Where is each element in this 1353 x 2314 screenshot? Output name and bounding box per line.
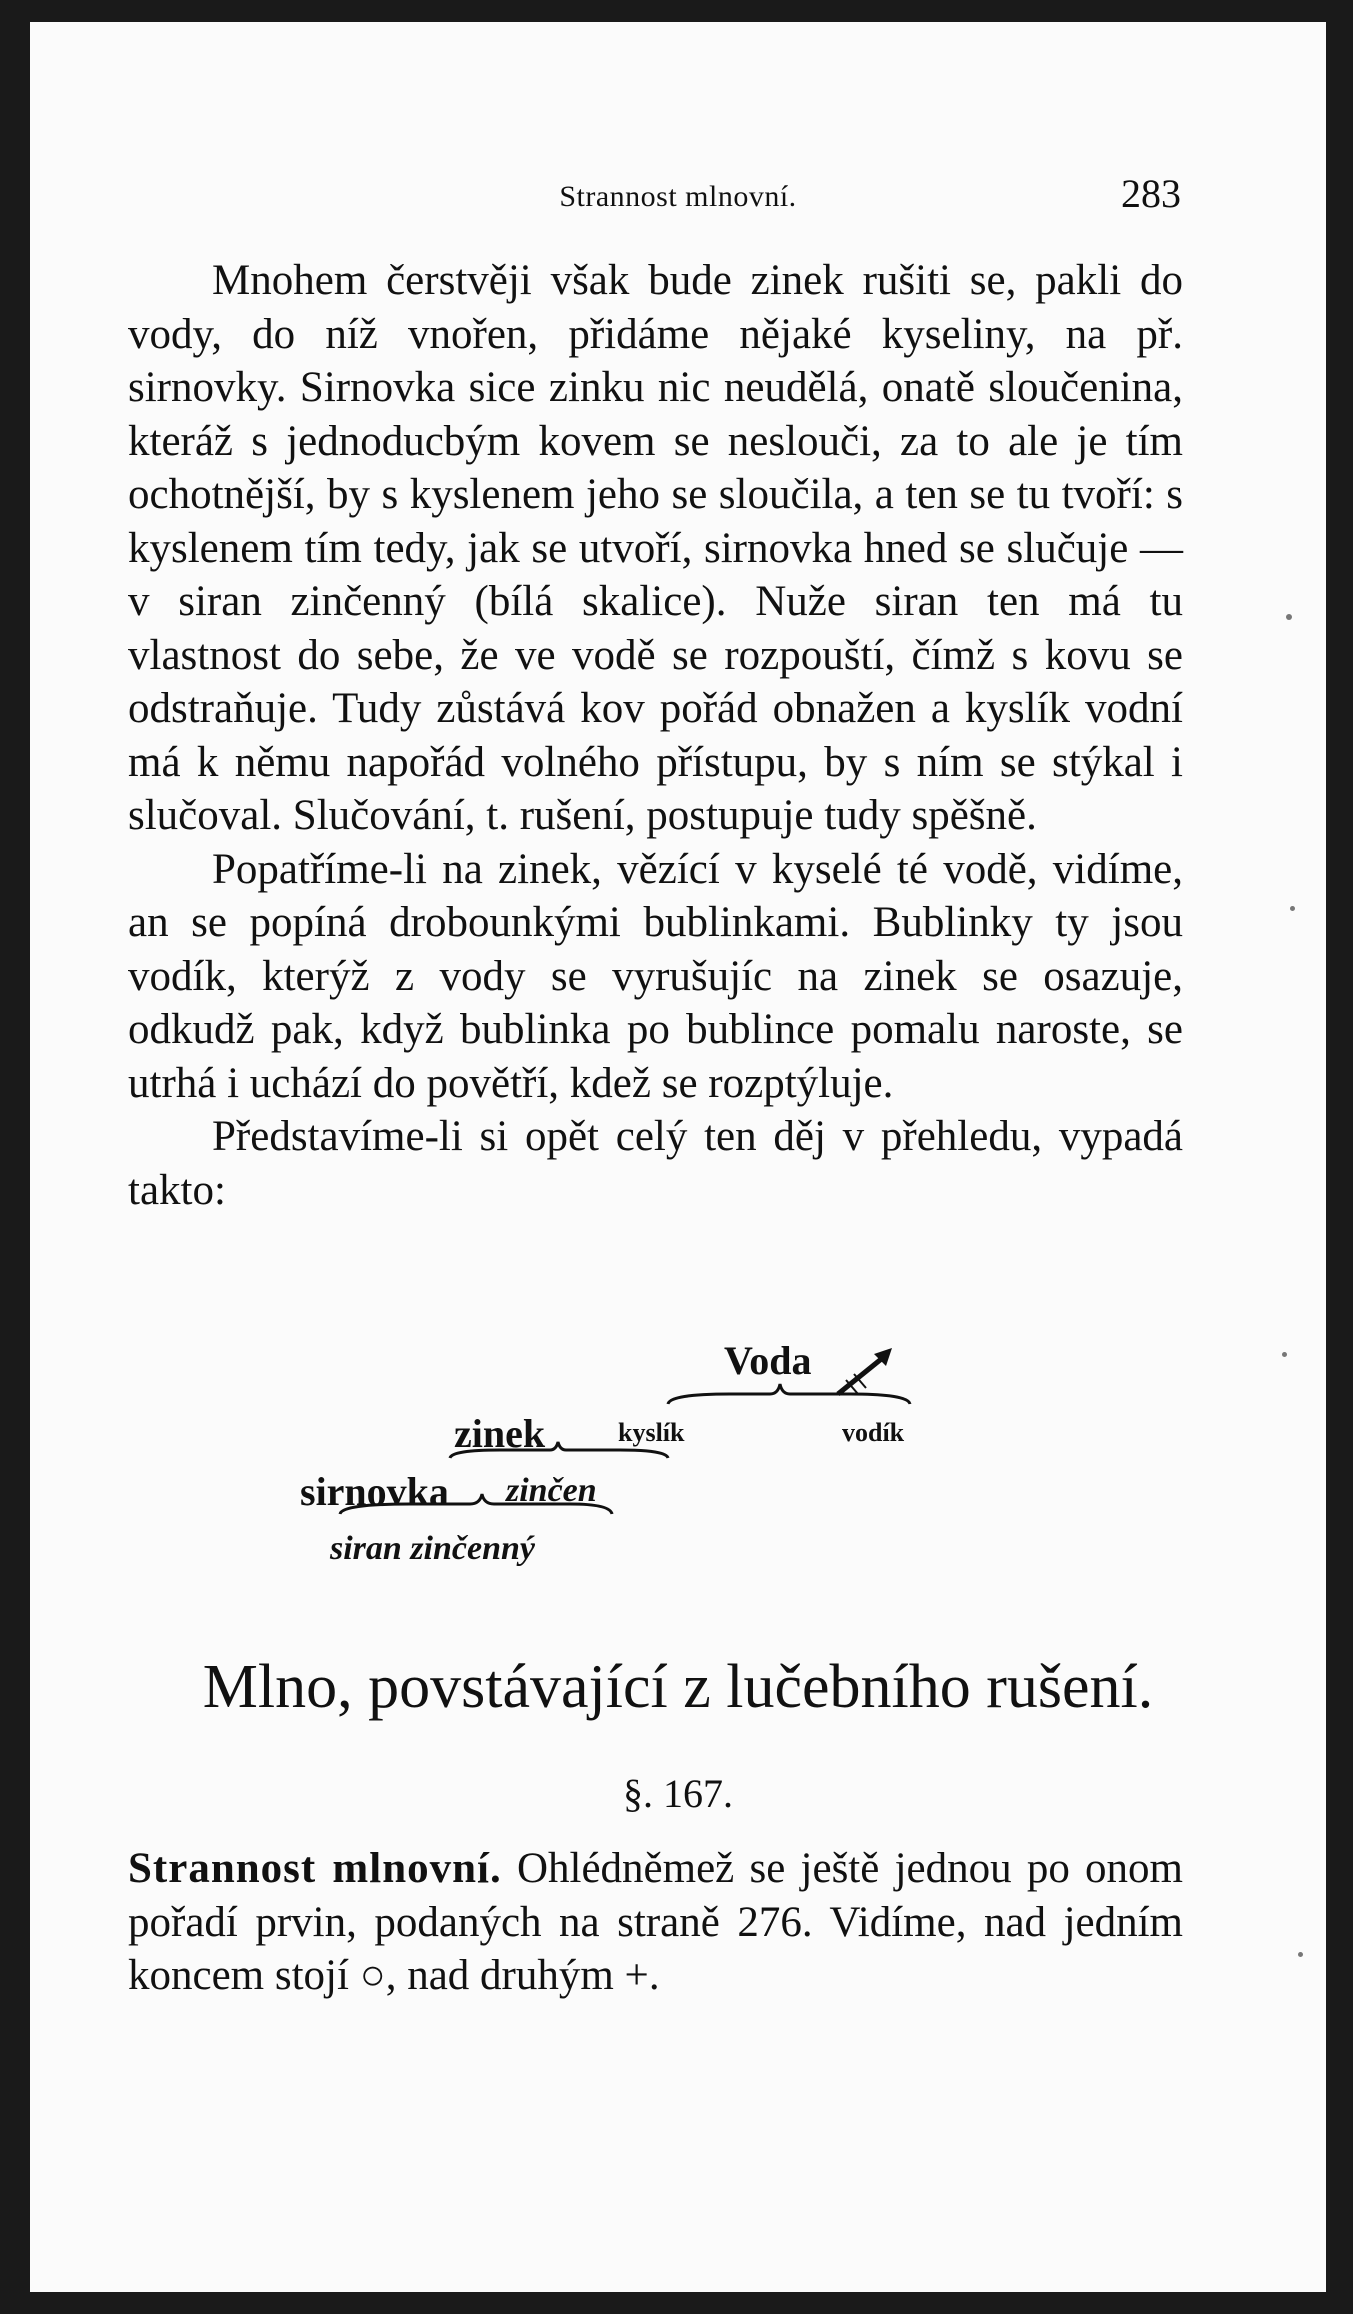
diagram-siran: siran zinčenný — [330, 1530, 535, 1567]
diagram-kyslik: kyslík — [618, 1418, 685, 1447]
print-speck — [1298, 1952, 1303, 1957]
print-speck — [1286, 614, 1292, 620]
running-title: Strannost mlnovní. — [559, 180, 797, 213]
paragraph: Představíme-li si opět celý ten děj v přehledu, vypadá takto: — [128, 1113, 1183, 1214]
page-header — [30, 162, 1326, 216]
paragraph: Popatříme-li na zinek, vězící v kyselé té vodě, vidíme, an se popíná drobounkými bublinkami. Bublinky ty jsou vodík, kterýž z vody se vyrušujíc na zinek se osazuje, odkudž pak, když bublinka po bublince pomalu naroste, se utrhá i uchází do povětří, kdež se rozptýluje. — [128, 845, 1183, 1107]
reaction-diagram — [30, 1332, 1326, 1632]
diagram-voda: Voda — [724, 1338, 812, 1383]
section-paragraph-end: . — [648, 1952, 660, 1999]
print-speck — [1282, 1352, 1287, 1357]
section-text — [128, 1842, 1183, 2003]
body-text — [128, 254, 1183, 1217]
plus-symbol: + — [624, 1952, 649, 1999]
circle-symbol: ○ — [359, 1952, 386, 1999]
diagram-zincen: zinčen — [506, 1472, 597, 1509]
section-paragraph-cont: , nad druhým — [385, 1952, 614, 1999]
brace-voda — [668, 1384, 910, 1404]
arrow-up-icon — [838, 1348, 892, 1394]
diagram-braces — [30, 1332, 1326, 1632]
section-paragraph: Ohlédněmež se ještě jednou po onom pořadí prvin, podaných na straně 276. Vidíme, nad jedním koncem stojí — [128, 1845, 1184, 1999]
book-page — [30, 22, 1326, 2292]
diagram-sirnovka: sirnovka — [300, 1469, 449, 1514]
diagram-zinek: zinek — [454, 1411, 546, 1456]
page-number: 283 — [1121, 171, 1181, 216]
section-title: Mlno, povstávající z lučebního rušení. — [202, 1653, 1154, 1721]
section-lead: Strannost mlnovní. — [128, 1845, 502, 1892]
print-speck — [1290, 906, 1295, 911]
diagram-vodik: vodík — [842, 1418, 905, 1447]
paragraph: Mnohem čerstvěji však bude zinek rušiti se, pakli do vody, do níž vnořen, přidáme nějaké kyseliny, na př. sirnovky. Sirnovka sice zinku nic neudělá, onatě sloučenina, kteráž s jednoducbým kovem se neslouči, za to ale je tím ochotnější, by s kyslenem jeho se sloučila, a ten se tu tvoří: s kyslenem tím tedy, jak se utvoří, sirnovka hned se slučuje — v siran zinčenný (bílá skalice). Nuže siran ten má tu vlastnost do sebe, že ve vodě se rozpouští, čímž s kovu se odstraňuje. Tudy zůstává kov pořád obnažen a kyslík vodní má k němu napořád volného přístupu, by s ním se stýkal i slučoval. Slučování, t. rušení, postupuje tudy spěšně. — [128, 257, 1183, 839]
section-number: §. 167. — [623, 1771, 733, 1816]
